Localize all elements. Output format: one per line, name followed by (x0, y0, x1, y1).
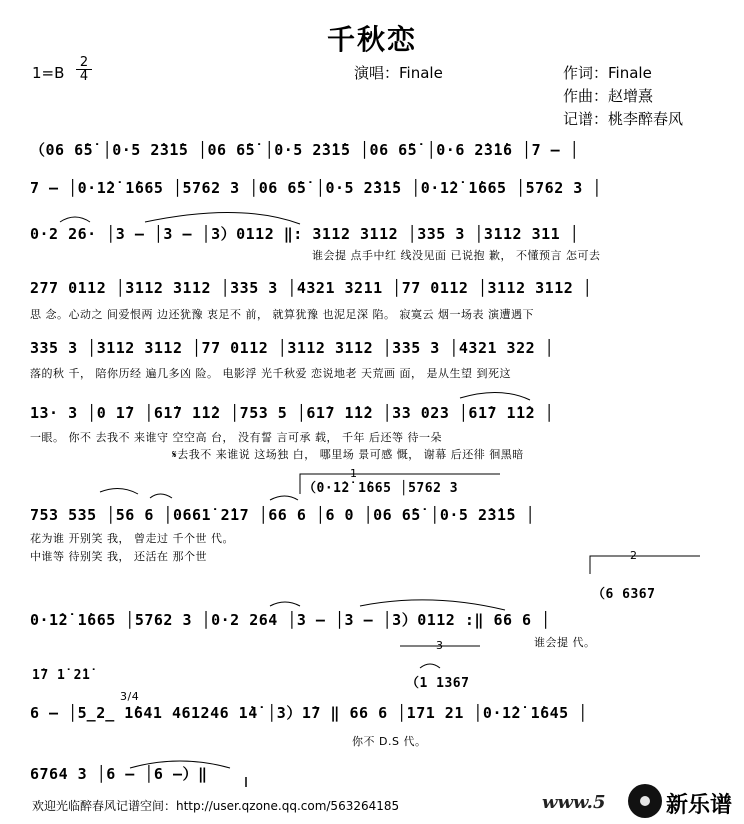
lyric-line-6: 花为谁 开别笑 我， 曾走过 千个世 代。 (30, 532, 234, 545)
notation-line-9: 6 – │5̲2̲ 1̇641 461246 1̇4̇ │3）1̇7 ‖ 66 6 │171 21 │0·1̇2̇ 1̇645 │ (30, 704, 588, 722)
notation-line-8: 0·1̇2̇ 1̇665 │5762 3 │0·2 264 │3 – │3 – │3）0112 :‖ 66 6 │ (30, 611, 551, 629)
notation-line-4: 277 0112 │3112 3112 │335 3 │4321 3211 │77 0112 │3112 3112 │ (30, 279, 593, 297)
song-title: 千秋恋 (326, 23, 417, 56)
transcriber-credit: 记谱：桃李醉春风 (563, 110, 684, 128)
slur-mark (460, 392, 530, 400)
notation-line-10: 6764 3 │6 – │6 –）‖ (30, 765, 208, 783)
watermark-url: www.5 (542, 792, 606, 813)
volta-1-label: 1 (350, 467, 358, 480)
lyric-line-7: 中谁等 待别笑 我， 还活在 那个世 (30, 550, 207, 563)
volta-bracket (590, 556, 700, 574)
slur-mark (420, 664, 440, 668)
notation-line-6: 13· 3 │0 1̇7 │61̇7 1̇1̇2 │753 5 │61̇7 1̇1̇2 │33 023 │61̇7 1̇1̇2 │ (30, 404, 555, 422)
key-signature: 1=B (32, 64, 65, 82)
volta-2-label: 2 (630, 549, 638, 562)
notation-line-7: 753 535 │56 6 │0661̇ 2̇17 │66 6 │6 0 │06 6̇5̇ │0·5 2̇3̇1̇5 │ (30, 506, 536, 524)
lyric-line-9: 你不 D.S 代。 (352, 735, 427, 748)
composer-credit: 作曲：赵增熹 (563, 87, 654, 105)
lyric-line-3: 落的秋 千， 陪你历经 遍几多凶 险。 电影浮 光千秋爱 恋说地老 天荒画 面， 是从生望 到死这 (30, 367, 511, 380)
time-signature-top: 2 (76, 56, 92, 70)
lyric-line-2: 思 念。心动之 间爱恨两 边还犹豫 衷足不 前， 就算犹豫 也泥足深 陷。 寂寞云 烟一场表 演遭遇下 (30, 308, 534, 321)
watermark-brand: 新乐谱 (666, 793, 733, 818)
lyric-line-8: 谁会提 代。 (534, 636, 596, 649)
volta-3-label: 3 (436, 639, 444, 652)
lyric-line-1: 谁会提 点手中红 线没见面 已说抱 歉， 不懂预言 怎可去 (312, 249, 601, 262)
slur-mark (270, 602, 300, 606)
time-change-label: 3/4 (120, 690, 140, 703)
slur-mark (270, 496, 298, 500)
tie-mark (60, 217, 90, 222)
slur-mark (100, 488, 138, 494)
phrase-b: （6 6367 (592, 587, 656, 602)
notation-line-3: 0·2 26· │3 – │3 – │3）0112 ‖: 3112 3112 │335 3 │3112 311 │ (30, 225, 580, 243)
lyricist-credit: 作词：Finale (563, 64, 652, 82)
time-signature-bottom: 4 (79, 69, 89, 84)
lyric-line-4: 一眼。 你不 去我不 来谁守 空空高 台， 没有誓 言可承 载， 千年 后还等 待一朵 (30, 431, 442, 444)
phrase-d: （1 1367 (406, 676, 470, 691)
notation-line-5: 335 3 │3112 3112 │77 0112 │3112 3112 │335 3 │4321 322 │ (30, 339, 555, 357)
footer-note: 欢迎光临醉春风记谱空间：http://user.qzone.qq.com/563264185 (32, 799, 400, 813)
phrase-a: （0·1̇2̇ 1̇665 │5762 3 (303, 481, 459, 496)
notation-line-1: （06 6̇5̇ │0·5 2̇3̇1̇5 │06 6̇5̇ │0·5 2̇3̇1̇5 │06 6̇5̇ │0·6 2̇3̇1̇6 │7 – │ (30, 141, 580, 159)
notation-line-2: 7 – │0·1̇2̇ 1̇665 │5762 3 │06 6̇5̇ │0·5 2̇3̇1̇5 │0·1̇2̇ 1̇665 │5762 3 │ (30, 179, 602, 197)
phrase-c: 1̇7 1̇ 2̇1̇ (32, 668, 91, 683)
lyric-line-5: 𝄋去我不 来谁说 这场独 白， 哪里场 景可感 慨， 谢幕 后还徘 徊黑暗 (172, 448, 524, 461)
singer-credit: 演唱：Finale (354, 64, 443, 82)
watermark-logo (542, 784, 738, 820)
record-disc-icon (628, 784, 662, 818)
slur-mark (150, 494, 172, 498)
